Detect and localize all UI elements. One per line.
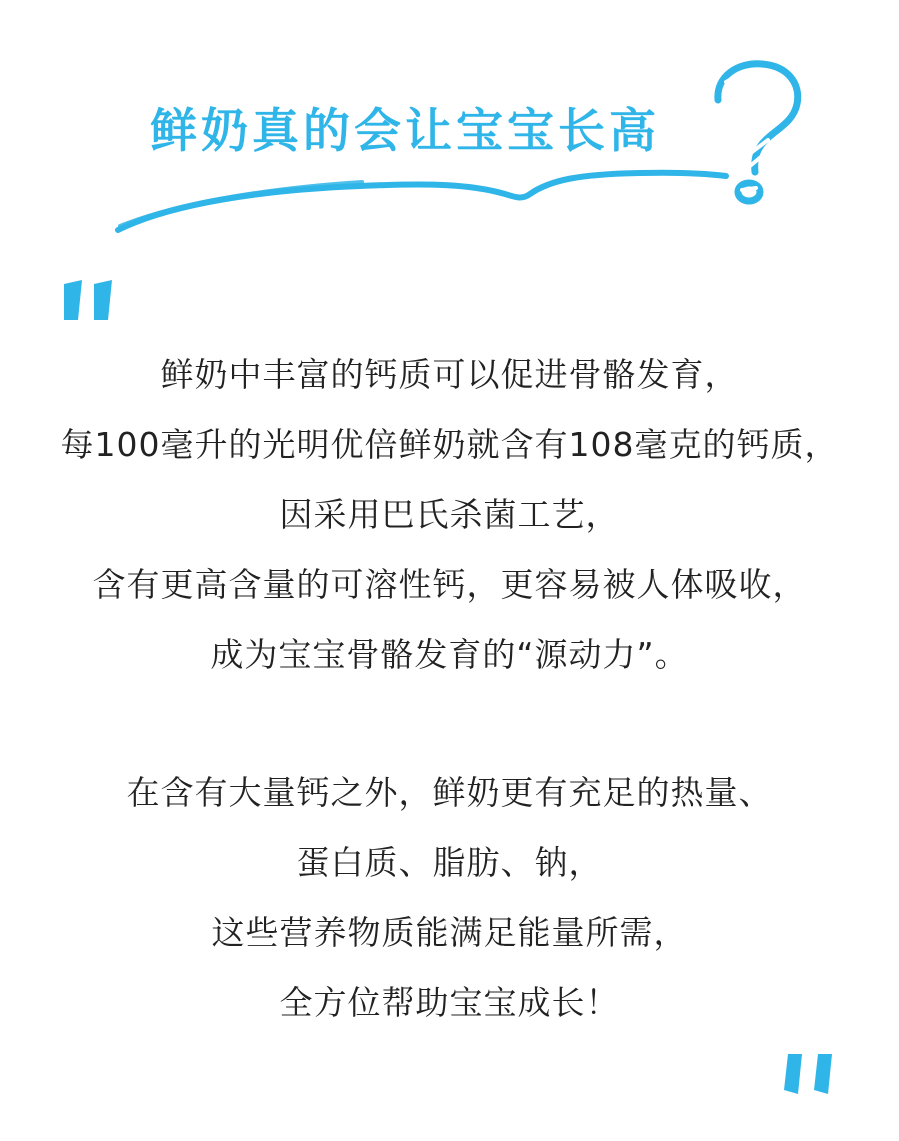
paragraph-2-line-4: 全方位帮助宝宝成长！ — [279, 983, 620, 1022]
question-mark-icon — [700, 56, 810, 206]
body-text — [0, 340, 899, 1038]
paragraph-1 — [0, 340, 899, 690]
paragraph-1-line-5: 成为宝宝骨骼发育的“源动力”。 — [210, 635, 689, 674]
page-title: 鲜奶真的会让宝宝长高 — [150, 104, 660, 159]
paragraph-1-line-1: 鲜奶中丰富的钙质可以促进骨骼发育， — [160, 355, 739, 394]
quote-close-icon — [772, 1050, 834, 1096]
paragraph-2-line-3: 这些营养物质能满足能量所需， — [211, 913, 688, 952]
paragraph-2-line-2: 蛋白质、脂肪、钠， — [296, 843, 603, 882]
title-block — [0, 46, 899, 196]
paragraph-1-line-3: 因采用巴氏杀菌工艺， — [279, 495, 620, 534]
quote-open-icon — [62, 278, 124, 324]
paragraph-1-line-4: 含有更高含量的可溶性钙，更容易被人体吸收， — [92, 565, 807, 604]
hand-drawn-underline — [110, 164, 730, 234]
paragraph-2 — [0, 758, 899, 1038]
paragraph-2-line-1: 在含有大量钙之外，鲜奶更有充足的热量、 — [126, 773, 773, 812]
paragraph-1-line-2: 每100毫升的光明优倍鲜奶就含有108毫克的钙质， — [60, 425, 839, 464]
